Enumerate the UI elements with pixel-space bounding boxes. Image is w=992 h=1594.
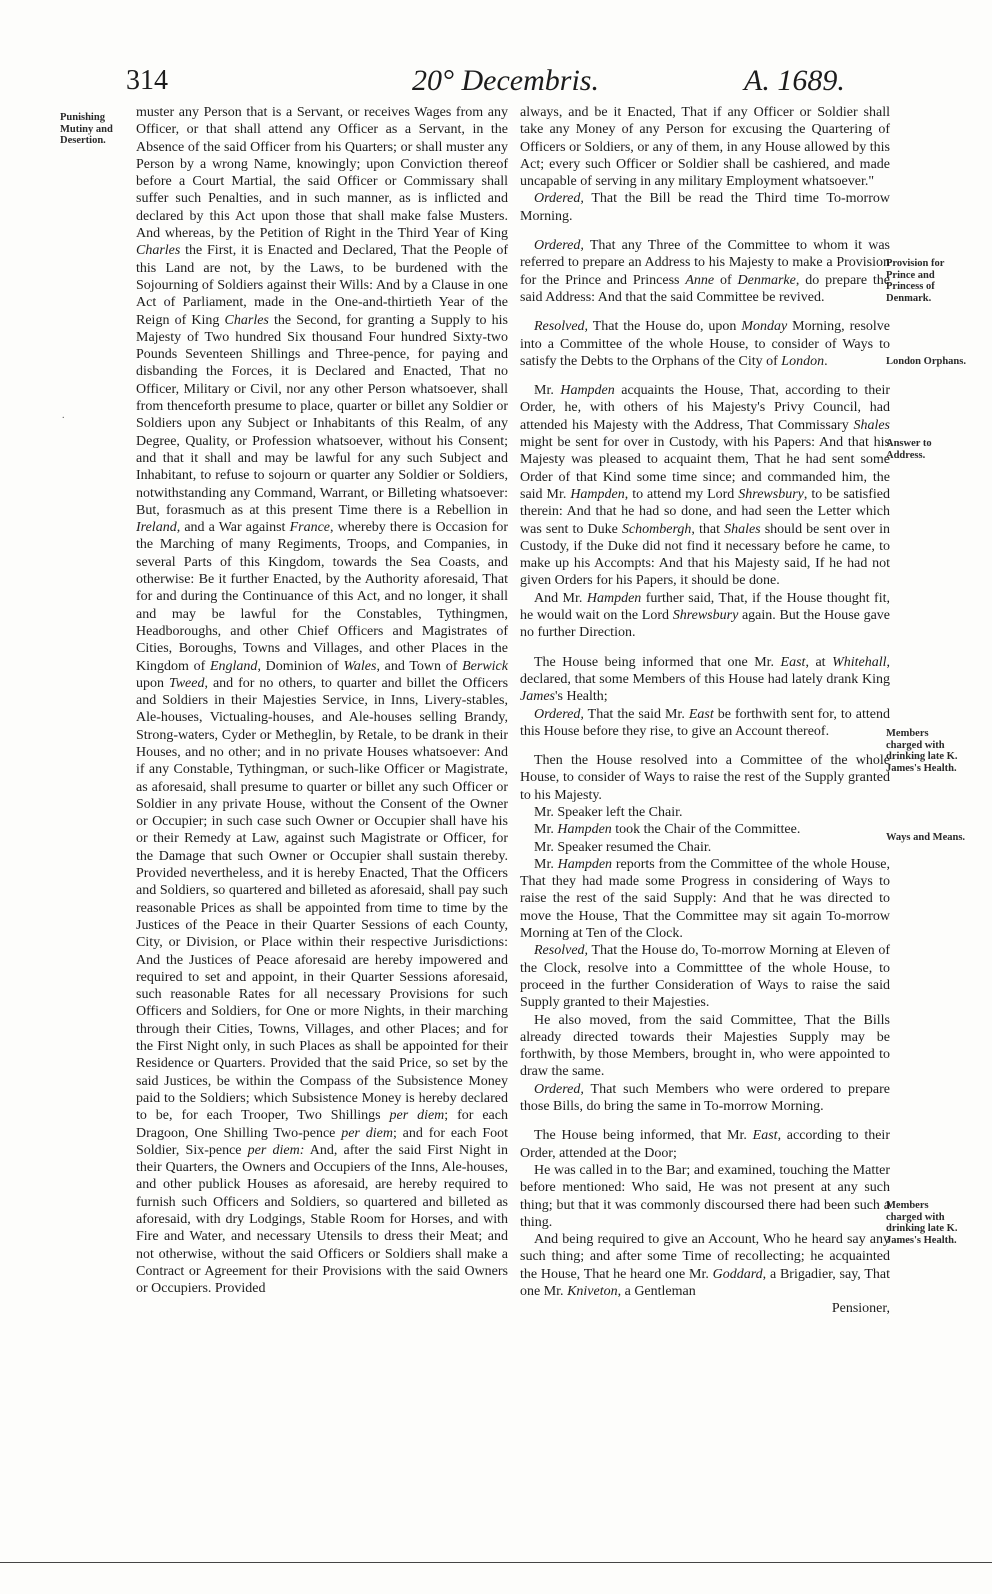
paragraph-committee-ways: Then the House resolved into a Committee of the whole House, to consider of Ways to raise the rest of the Supply granted to his Majesty. — [520, 753, 890, 803]
paragraph-resolved-eleven: Resolved, That the House do, To-morrow Morning at Eleven of the Clock, resolve into a Committtee of the whole House, to proceed in the further Consideration of Ways to raise the said Supply granted to their Majesties. — [520, 943, 890, 1011]
paragraph-ordered-address: Ordered, That any Three of the Committee to whom it was referred to prepare an Address to his Majesty to make a Provision for the Prince and Princess Anne of Denmarke, do prepare the said Address: And that the said Committee be revived. — [520, 238, 890, 305]
bottom-rule — [0, 1562, 992, 1563]
paragraph-hampden-acquaints: Mr. Hampden acquaints the House, That, according to their Order, he, with others of his Majesty's Privy Council, had attended his Majesty with the Address, That Commissary Shales might be sent for over in Custody, with his Papers: And that his Majesty was pleased to acquaint them, That he had sent some Order of that Kind some time since; and commanded him, the said Mr. Hampden, to attend my Lord Shrewsbury, to be satisfied therein: And that he had so done, and had seen the Letter which was sent to Duke Schombergh, that Shales should be sent over in Custody, if the Duke did not find it necessary before he came, to make up his Accompts: And that his Majesty said, If he had not given Orders for his Papers, it should be done. — [520, 383, 891, 589]
catchword: Pensioner, — [831, 1301, 890, 1317]
margin-note-provision: Provision for Prince and Princess of Denmark. — [886, 258, 945, 304]
paragraph-ordered-bills: Ordered, That such Members who were ordered to prepare those Bills, do bring the same in To-morrow Morning. — [520, 1081, 890, 1115]
paragraph-ordered-third-reading: Ordered, That the Bill be read the Third time To-morrow Morning. — [520, 191, 890, 224]
margin-note-ways: Ways and Means. — [886, 832, 966, 843]
paragraph-resolved-orphans: Resolved, That the House do, upon Monday Morning, resolve into a Committee of the whole House, to consider of Ways to satisfy the Debts to the Orphans of the City of London. — [520, 319, 891, 369]
page-number: 314 — [126, 65, 168, 96]
paragraph-hampden-further: And Mr. Hampden further said, That, if the House thought fit, he would wait on the Lord Shrewsbury again. But the House gave no further Direction. — [520, 590, 890, 641]
margin-note-answer: Answer to Address. — [886, 438, 932, 461]
paragraph-hampden-chair: Mr. Hampden took the Chair of the Committee. — [534, 822, 801, 838]
page-year-heading: A. 1689. — [744, 64, 845, 97]
margin-note-members-2: Members charged with drinking late K. James's Health. — [886, 1200, 958, 1246]
paragraph-hampden-reports: Mr. Hampden reports from the Committee of the whole House, That they had made some Progress in considering of Ways to raise the rest of the said Supply: And that he was directed to move the House, That the Committee may sit again To-morrow Morning at Ten of the Clock. — [520, 856, 890, 942]
left-column — [136, 104, 508, 1297]
paragraph-speaker-resumed: Mr. Speaker resumed the Chair. — [534, 839, 712, 855]
page-date-heading: 20° Decembris. — [412, 64, 599, 97]
paragraph-called-in: He was called in to the Bar; and examined, touching the Matter before mentioned: Who said, He was not present at any such thing; but that it was commonly discoursed there had been such a thing. — [520, 1162, 890, 1230]
print-speck: . — [62, 410, 65, 421]
paragraph-speaker-left: Mr. Speaker left the Chair. — [534, 804, 683, 820]
paragraph-required-account: And being required to give an Account, Who he heard say any such thing; and after some Time of recollecting; he acquainted the House, That he heard one Mr. Goddard, a Brigadier, say, That one Mr. Kniveton, a Gentleman — [520, 1232, 890, 1299]
paragraph-east-informed: The House being informed that one Mr. East, at Whitehall, declared, that some Members of this House had lately drank King James's Health; — [520, 654, 890, 705]
margin-note-members-1: Members charged with drinking late K. James's Health. — [886, 728, 958, 774]
margin-note-orphans: London Orphans. — [886, 356, 966, 367]
left-paragraph: muster any Person that is a Servant, or receives Wages from any Officer, or that shall attend any Officer as a Servant, in the Absence of the said Officer from his Quarters; or shall muster any Person by a wrong Name, knowingly; upon Conviction thereof before a Court Martial, the said Officer or Commissary shall suffer such Penalties, and in such manner, as is inflicted and declared by this Act upon those that shall make false Musters. And whereas, by the Petition of Right in the Third Year of King Charles the First, it is Enacted and Declared, That the People of this Land are not, by the Laws, to be burdened with the Sojourning of Soldiers against their Wills: And by a Clause in one Act of Parliament, made in the One-and-thirtieth Year of the Reign of King Charles the Second, for granting a Supply to his Majesty of Two hundred Six thousand Four hundred Sixty-two Pounds Seventeen Shillings and Three-pence, for paying and disbanding the Forces, it is Declared and Enacted, That no Officer, Military or Civil, nor any other Person whatsoever, shall from thenceforth presume to place, quarter or billet any Soldier or Soldiers upon any Subject or Inhabitants of this Realm, of any Degree, Quality, or Profession whatsoever, without his Consent; and that it shall and may be lawful for any such Subject and Inhabitant, to refuse to sojourn or quarter any Soldier or Soldiers, notwithstanding any Command, Warrant, or Billeting whatsoever: But, forasmuch as at this present Time there is a Rebellion in Ireland, and a War against France, whereby there is Occasion for the Marching of many Regiments, Troops, and Companies, in several Parts of this Kingdom, towards the Sea Coasts, and otherwise: Be it further Enacted, by the Authority aforesaid, That for and during the Continuance of this Act, and no longer, it shall and may be lawful for the Constables, Tythingmen, Headboroughs, and other Chief Officers and Magistrates of Cities, Boroughs, Towns and Villages, and other Places in the Kingdom of England, Dominion of Wales, and Town of Berwick upon Tweed, and for no others, to quarter and billet the Officers and Soldiers in their Majesties Service, in Inns, Livery-stables, Ale-houses, Victualing-houses, and Ale-houses selling Brandy, Strong-waters, Cyder or Metheglin, by Retale, to be drank in their Houses, and no other; and in no private Houses whatsoever: And if any Constable, Tythingman, or such-like Officer or Magistrate, as aforesaid, shall presume to quarter or billet any such Officer or Soldier in any private House, without the Consent of the Owner or Occupier; in such case such Owner or Occupier shall have his or their Remedy at Law, against such Magistrate or Officer, for the Damage that such Owner or Occupier shall sustain thereby. Provided nevertheless, and it is hereby Enacted, That the Officers and Soldiers, so quartered and billeted as aforesaid, shall pay such reasonable Prices as shall be appointed from time to time by the Justices of the Peace in their Quarter Sessions of each County, City, or Division, or Place within their respective Jurisdictions: And the Justices of Peace aforesaid are hereby impowered and required to set and appoint, in their Quarter Sessions aforesaid, such reasonable Rates for all necessary Provisions for such Officers and Soldiers, for One or more Nights, in their marching through their Cities, Towns, Villages, and other Places; and for the First Night only, in such Places as shall be appointed for their Residence or Quarters. Provided that the said Price, so set by the said Justices, be within the Compass of the Subsistence Money paid to the Soldiers; which Subsistence Money is hereby declared to be, for each Trooper, Two Shillings per diem; for each Dragoon, One Shilling Two-pence per diem; and for each Foot Soldier, Six-pence per diem: And, after the said First Night in their Quarters, the Owners and Occupiers of the Inns, Ale-houses, and other publick Houses as aforesaid, are hereby required to furnish such Officers and Soldiers, so quartered and billeted as aforesaid, with dry Lodgings, Stable Room for Horses, and with Fire and Water, and necessary Utensils to dress their Meat; and not otherwise, without the said Officers or Soldiers shall make a Contract or Agreement for their Provisions with the said Owners or Occupiers. Provided — [136, 105, 509, 1297]
paragraph-east-attended: The House being informed, that Mr. East, according to their Order, attended at the Door; — [520, 1128, 890, 1161]
paragraph-provided: always, and be it Enacted, That if any Officer or Soldier shall take any Money of any Person for excusing the Quartering of Officers or Soldiers, or any of them, in any House allowed by this Act; every such Officer or Soldier shall be cashiered, and made uncapable of serving in any military Employment whatsoever." — [520, 105, 890, 190]
margin-note-punishing: Punishing Mutiny and Desertion. — [60, 112, 113, 146]
paragraph-ordered-east: Ordered, That the said Mr. East be forthwith sent for, to attend this House before they rise, to give an Account thereof. — [520, 706, 890, 739]
paragraph-also-moved: He also moved, from the said Committee, That the Bills already directed towards their Majesties Supply may be forthwith, by those Members, brought in, who were appointed to draw the same. — [520, 1012, 890, 1080]
right-column — [520, 104, 890, 1318]
